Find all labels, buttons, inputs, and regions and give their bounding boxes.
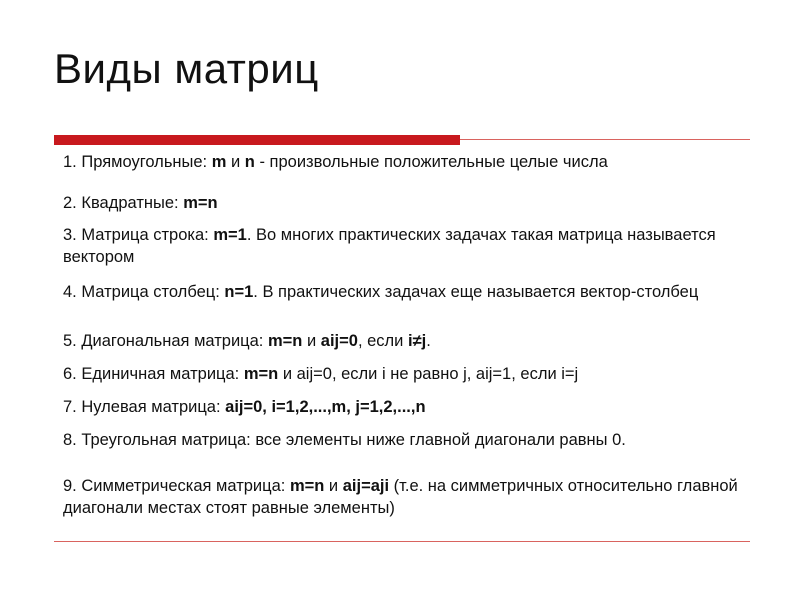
- title-underline-accent: [54, 135, 460, 145]
- list-item-diagonal: 5. Диагональная матрица: m=n и aij=0, если i≠j.: [63, 332, 431, 350]
- slide-title: Виды матриц: [54, 45, 319, 92]
- title-underline: [54, 135, 750, 145]
- list-item-column-matrix: 4. Матрица столбец: n=1. В практических задачах еще называется вектор-столбец: [63, 283, 699, 301]
- list-item-triangular: 8. Треугольная матрица: все элементы ниже главной диагонали равны 0.: [63, 431, 626, 449]
- list-item-zero: 7. Нулевая матрица: aij=0, i=1,2,...,m, j=1,2,...,n: [63, 398, 426, 416]
- list-item-identity: 6. Единичная матрица: m=n и aij=0, если i не равно j, aij=1, если i=j: [63, 365, 579, 383]
- list-item-square: 2. Квадратные: m=n: [63, 194, 218, 212]
- list-item-row-matrix: 3. Матрица строка: m=1. Во многих практических задачах такая матрица называется вектором: [63, 226, 716, 266]
- bottom-divider: [54, 541, 750, 542]
- list-item-symmetric: 9. Симметрическая матрица: m=n и aij=aji (т.е. на симметричных относительно главной диагонали местах стоят равные элементы): [63, 477, 738, 517]
- title-underline-line: [460, 139, 750, 140]
- list-item-rectangular: 1. Прямоугольные: m и n - произвольные положительные целые числа: [63, 153, 608, 171]
